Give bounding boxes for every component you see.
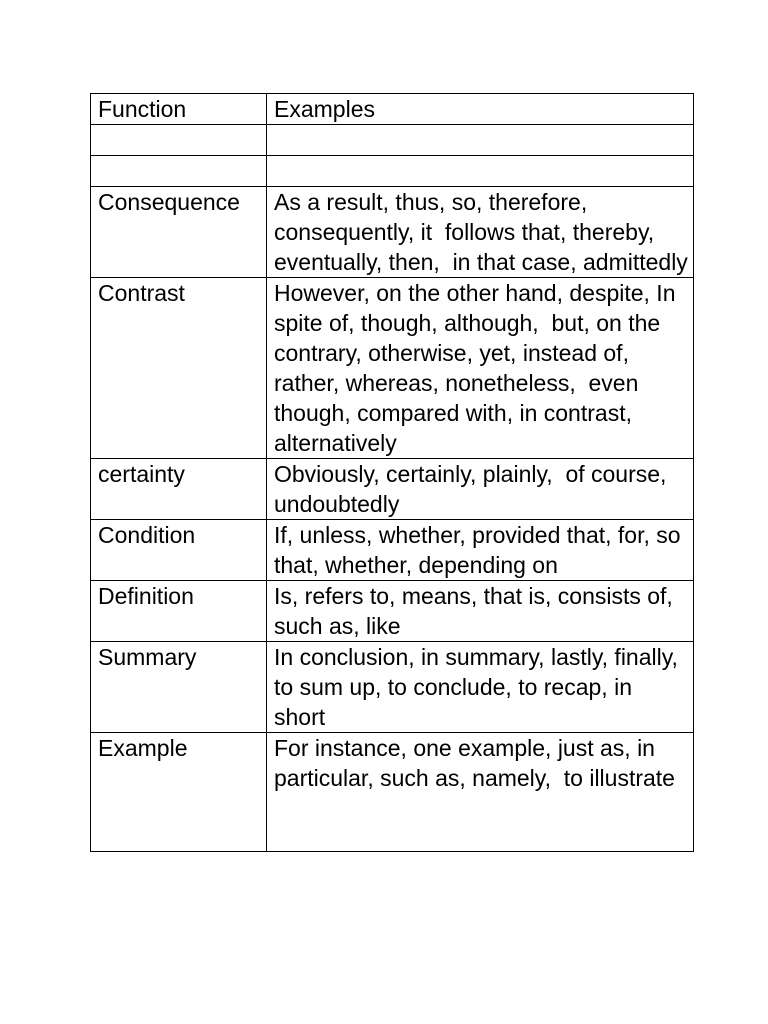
- function-cell: Consequence: [91, 187, 267, 278]
- examples-cell: Is, refers to, means, that is, consists of, such as, like: [267, 581, 694, 642]
- table-cell-empty: [267, 156, 694, 187]
- function-cell: Summary: [91, 642, 267, 733]
- table-row-example: [91, 733, 694, 852]
- table-row-empty: [91, 125, 694, 156]
- table-cell-empty: [91, 125, 267, 156]
- examples-cell: As a result, thus, so, therefore, consequently, it follows that, thereby, eventually, then, in that case, admittedly: [267, 187, 694, 278]
- examples-cell: Obviously, certainly, plainly, of course, undoubtedly: [267, 459, 694, 520]
- examples-cell: For instance, one example, just as, in particular, such as, namely, to illustrate: [267, 733, 694, 852]
- table-row-contrast: [91, 278, 694, 459]
- table-row-condition: [91, 520, 694, 581]
- function-cell: certainty: [91, 459, 267, 520]
- function-cell: Definition: [91, 581, 267, 642]
- table-header-row: [91, 94, 694, 125]
- table-row-definition: [91, 581, 694, 642]
- function-cell: Example: [91, 733, 267, 852]
- table-row-certainty: [91, 459, 694, 520]
- table-cell-empty: [91, 156, 267, 187]
- function-cell: Contrast: [91, 278, 267, 459]
- table-row-empty: [91, 156, 694, 187]
- examples-column-header: Examples: [267, 94, 694, 125]
- examples-cell: However, on the other hand, despite, In spite of, though, although, but, on the contrary, otherwise, yet, instead of, rather, whereas, nonetheless, even though, compared with, in contrast, alternatively: [267, 278, 694, 459]
- table-row-summary: [91, 642, 694, 733]
- table-cell-empty: [267, 125, 694, 156]
- examples-cell: In conclusion, in summary, lastly, finally, to sum up, to conclude, to recap, in short: [267, 642, 694, 733]
- examples-cell: If, unless, whether, provided that, for, so that, whether, depending on: [267, 520, 694, 581]
- table-row-consequence: [91, 187, 694, 278]
- function-cell: Condition: [91, 520, 267, 581]
- function-column-header: Function: [91, 94, 267, 125]
- connectives-table: [90, 93, 694, 852]
